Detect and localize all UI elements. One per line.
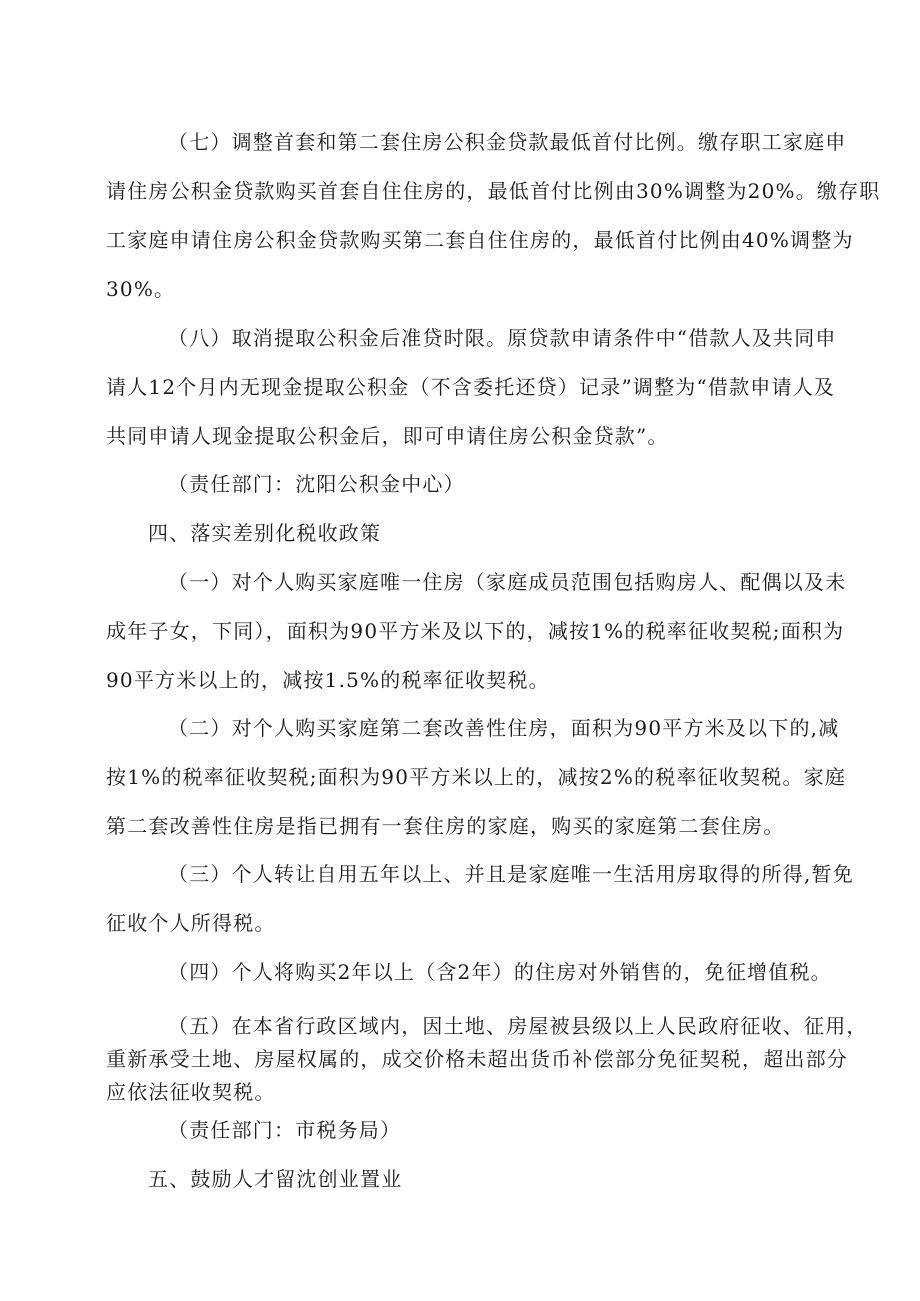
text-line: 共同申请人现金提取公积金后，即可申请住房公积金贷款”。 [106,424,669,448]
text-line: 重新承受土地、房屋权属的，成交价格未超出货币补偿部分免征契税，超出部分 [106,1047,848,1071]
text-line: 第二套改善性住房是指已拥有一套住房的家庭，购买的家庭第二套住房。 [106,814,785,838]
responsible-department [106,1106,814,1155]
text-line: 工家庭申请住房公积金贷款购买第二套自住住房的，最低首付比例由40%调整为 [106,228,854,252]
text-line: 30%。 [106,277,176,301]
paragraph-tax-1 [106,558,847,705]
text-line: （责任部门：沈阳公积金中心） [168,472,465,496]
paragraph-tax-4 [106,948,832,997]
text-line: 成年子女，下同），面积为90平方米及以下的，减按1%的税率征收契税;面积为 [106,619,845,643]
text-line: （八）取消提取公积金后准贷时限。原贷款申请条件中“借款人及共同申 [168,326,837,350]
text-line: （四）个人将购买2年以上（含2年）的住房对外销售的，免征增值税。 [168,960,832,984]
paragraph-tax-3 [106,850,854,948]
text-line: （二）对个人购买家庭第二套改善性住房，面积为90平方米及以下的,减 [168,716,840,740]
text-line: 请住房公积金贷款购买首套自住住房的，最低首付比例由30%调整为20%。缴存职 [106,179,881,203]
text-line: （责任部门：市税务局） [168,1118,402,1142]
text-line: 90平方米以上的，减按1.5%的税率征收契税。 [106,668,550,692]
text-line: 请人12个月内无现金提取公积金（不含委托还贷）记录”调整为“借款申请人及 [106,375,836,399]
paragraph-item-8 [106,314,837,461]
paragraph-tax-2 [106,704,847,851]
responsible-department [106,460,814,509]
text-line: （一）对个人购买家庭唯一住房（家庭成员范围包括购房人、配偶以及未 [168,570,847,594]
text-line: （五）在本省行政区域内，因土地、房屋被县级以上人民政府征收、征用， [168,1014,868,1038]
text-line: 五、鼓励人才留沈创业置业 [148,1167,403,1191]
text-line: 征收个人所得税。 [106,911,276,935]
paragraph-item-7 [106,118,881,314]
section-heading [106,509,814,558]
text-line: 按1%的税率征收契税;面积为90平方米以上的，减按2%的税率征收契税。家庭 [106,765,847,789]
paragraph-tax-5 [106,1010,868,1109]
section-heading [106,1155,814,1204]
text-line: 四、落实差别化税收政策 [148,521,382,545]
text-line: （三）个人转让自用五年以上、并且是家庭唯一生活用房取得的所得,暂免 [168,862,854,886]
text-line: （七）调整首套和第二套住房公积金贷款最低首付比例。缴存职工家庭申 [168,130,847,154]
text-line: 应依法征收契税。 [106,1080,276,1104]
